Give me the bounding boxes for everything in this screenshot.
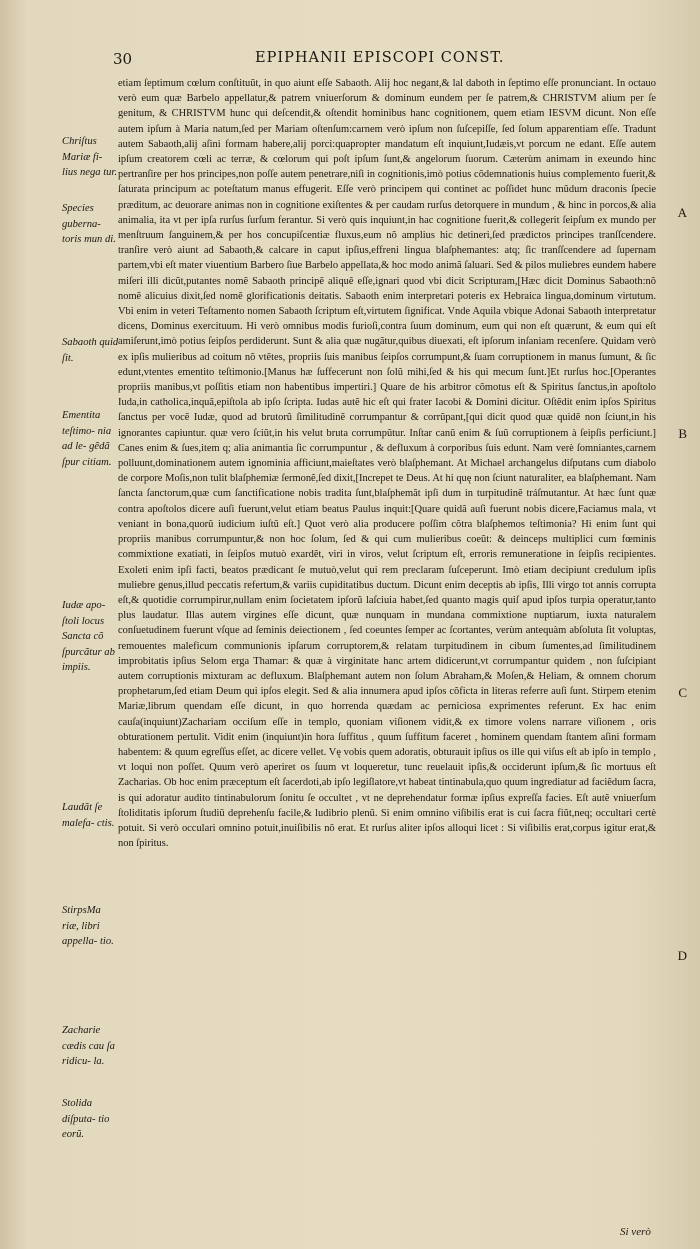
section-letter: A <box>677 205 687 220</box>
margin-note: Chriſtus Mariæ fi- lius nega tur. <box>62 136 118 178</box>
page-number: 30 <box>113 50 133 68</box>
margin-note: Stolida diſputa- tio eorũ. <box>62 1098 110 1140</box>
margin-note: Species guberna- toris mun di. <box>62 203 116 245</box>
running-head <box>0 50 700 70</box>
margin-note: StirpsMa riæ, libri appella- tio. <box>62 905 114 947</box>
section-letter: B <box>678 426 687 441</box>
catchword: Si verò <box>620 1226 651 1238</box>
section-letter: D <box>677 948 687 963</box>
body-text <box>118 76 656 851</box>
margin-note: Laudãt ſe malefa- ctis. <box>62 802 115 829</box>
body-paragraph: etiam ſeptimum cœlum conſtituũt, in quo aiunt eſſe Sabaoth. Alij hoc negant,& lal daboth in ſeptimo eſſe pronunciant. In octauo verò eum quæ Barbelo appellatur,& patrem vniuerſorum & dominum eundem per ſe patrem,& CHRISTVM alium per ſe genitum, & CHRISTVM hunc qui deſcendit,& oſtendit hominibus hanc cognitionem, quem etiam IESVM dicunt. Non eſſe autem ipſum à Maria natum,ſed per Mariam oſtenſum:carnem verò ipſum non ſuſcepiſſe, ſed ſolum apparentiam eſſe. Tradunt autem Sabaoth,alij aſini formam habere,alij porci:quapropter mandatum eſt inquiunt,Iudæis,vt porcum ne edant. Eſſe autem ipſum creatorem cœli ac terræ, & cœlorum qui poſt ipſum ſunt,& angelorum ſuorum. Cæterùm animam in exeundo hinc pertranſire per hos principes,non poſſe autem penetrare,niſi in cognitionis,imò potius cõdemnationis huius complemento fuerit,& ſaturata principum ac poteſtatum manus effugerit. Eſſe verò principem qui continet ac poſſidet hunc mũdum draconis ſpecie præditum, ac deuorare animas non in cognitione exiſtentes & per caudam rurſus detorquere in mundum , & hinc in porcos,& alia animalia, ita vt per ipſa rurſus ſurſum ferantur. Si verò quis inquiunt,in hac cognitione fuerit,& collegerit ſeipſum ex mundo per menſtruum ſanguinem,& per hos concupiſcentiæ fluxus,eum nõ amplius hic detineri,ſed prædictos principes tranſſcendere. tranſire verò aiunt ad Sabaoth,& calcare in caput ipſius,effreni lingua blaſphemantes: atq; ſic tranſſcendere ad ſupernam partem,vbi eſt mater viuentium Barbero ſiue Barbelo appellata,& hoc modo animã ſaluari. Sed & pilos muliebres eundem habere miſeri illi dicũt,putantes nomẽ Sabaoth principẽ aliquẽ eſſe,ignari quod vbi dicit Scripturam,[Hæc dicit Dominus Sabaoth:nõ nomẽ alicuius dixit,ſed nomẽ glorificationis deitatis. Sabaoth enim interpretari poteris ex Hebraica lingua,dominum virtutum. Vbi enim in veteri Teſtamento nomen Sabaoth ſcriptum eſt,virtutem ſignificat. Vnde Aquila vbique Adonai Sabaoth interpretatur dicens, Dominus exercituum. Hi verò omnibus modis furioſi,contra ſuum dominum, eum qui non eſt quærunt, & eum qui eſt amiſerunt,imò potius ſeipſos perdiderunt. Sunt & alia quæ nugãtur,quibus diuexati, eſt ipſorum inſaniam recenſere. Quidam verò ex ipſis mulieribus ad coitum nõ vtẽtes, propriis ſuis manibus ſeipſos corrumpunt,& ſuam corruptionem in manus ſumunt, & ſic edunt,vtentes ementito teſtimonio.[Manus hæ ſuffecerunt non ſolũ mihi,ſed & his qui mecum ſunt.]Et rurſus hoc.[Operantes propriis manibus,vt poſſitis etiam non habentibus impertiri.] Quare de his arbitror cõmotus eſt & Spiritus ſanctus,in apoſtolo Iuda,in catholica,inquã,epiſtola ab ipſo ſcripta. Iudas autẽ hic eſt qui frater Iacobi & Domini dicitur. Oſtẽdit enim ipſos Spiritus ſanctus per vocẽ Iudæ, quod ad brutorũ ſimilitudinẽ corrumpantur & corrũpant,[qui dicit quod quæ quidẽ non ſciunt,in his ignorantes capiuntur. quæ vero ſciũt,in his velut bruta corrumpũtur. Inſtar canũ enim & ſuũ corruptionem à ſeipſis perficiunt.] Canes enim & ſues,item q; alia animantia ſic corrumpuntur , & defluxum à corporibus ſuis edunt. Nam verè ſomniantes,carnem polluunt,dominationem autem ignominia afficiunt,maieſtates verò blaſphemant. At Michael archangelus diſputans cum diabolo de corpore Moſis,non tulit blaſphemiæ ſermonẽ,ſed dixit,[Increpet te Deus. At hi quę non ſciunt naturaliter, ea blaſphemant. Nam ſancta ſanctorum,quæ cum ſanctificatione nobis tradita ſunt,blaſphemãt ipſi dum in turpitudinẽ tráſmutantur. At hæc ſunt quæ contra apoſtolos dicere auſi fuerunt,velut etiam beatus Paulus inquit:[Quare quidã auſi fuerunt nobis dicere,Faciamus mala, vt veniant in bona,quorũ iudicium iuſtũ eſt.] Quot verò alia producere poſſim cõtra blaſphemos teſtimonia? Hi enim ſunt qui propriis manibus corrumpuntur,& non hoc ſolum, ſed & qui cum mulieribus coeũt: & deinceps multiplici cum fœminis commixtione exatiati, in ſeipſos mutuò exardẽt, viri in viros, velut ſcriptum eſt, erroris remuneratione in ſeipſis recipientes. Exoleti enim ipſi facti, beatos prædicant ſe mutuò,velut qui rem preclaram ſuſceperunt. Imò etiam decipiunt credulum ipſis muliebre genus,illud peccatis refertum,& variis cupiditatibus ductum. Dicunt enim deceptis ab ipſis, Illi virgo tot annis corrupta eſt,& quotidie corrumpirur,nullam enim ſocietatem ipſorũ laſciuia habet,ſed quanto magis quiſ apud ipſos turpia operatur,tanto plus laudatur. Illas autem virgines eſſe dicunt, quæ nunquam in mundana commixtione nuptiarum, iuxta naturalem conſuetudinem fuerunt vſque ad ſeminis deiectionem , ſed coeuntes ſemper ac ſcortantes, verùm antequàm abſoluta ſit voluptas, remouentes maleficum communionis ipſarum corruptorem,& relatam turpitudinem in cibum ſumentes,ad ſimilitudinem improbitatis ipſius Selom erga Thamar: & quæ à virginitate hanc artem didicerunt,vt corrumpantur quidem , non ſuſcipiant autem corruptionis mixturam ac defluxum. Blaſphemant autem non ſolum Abraham,& Moſen,& Heliam, & omnem chorum prophetarum,ſed etiam Deum qui ipſos elegit. Sed & alia innumera apud ipſos cõficta in literas referre auſi ſunt. Stirpem etenim Mariæ,librum quendam eſſe dicunt, in quo horrenda quædam ac perniciosa exprimentes referunt. Ex hac enim cauſa(inquiunt)Zachariam occiſum eſſe in templo, quoniam viſionem vidit,& ex timore volens narrare viſionem , oris obturationem pertulit. Vidit enim (inquiunt)in hora ſuffitus , quum ſuffitum faceret , hominem quendam ſtantem aſini formam habentem: & quum egreſſus eſſet, ac dicere vellet. Vę vobis quem adoratis, obturauit ipſius os ille qui viſus eſt ab ipſo in templo , vt loqui non poſſet. Quum verò aperiret os ſuum vt loqueretur, tunc reuelauit ipſis,& occiderunt ipſum,& ſic mortuus eſt Zacharias. Ob hoc enim præceptum eſt ſacerdoti,ab ipſo legiſlatore,vt habeat tintinabula,quo quum ingrediatur ad faciẽdum ſacra, is qui adoratur audito tintinabulorum ſonitu ſe occultet , vt ne deprehendatur formæ ipſius expreſſa facies. Eſt autẽ vniuerſum ſtoliditatis ipſorum ſtudiũ deprehenſu facile,& ludibrio plenũ. Si enim omnino viſibilis erat is cui ſacra fiũt,neq; occultari certè potuit. Si verò occulari omnino potuit,inuiſibilis nõ erat. Et rurſus aliter ipſos alloqui licet : Si viſibilis erat,corpus igitur erat,& non ſpiritus. <box>118 78 656 850</box>
margin-note: Ementita teſtimo- nia ad le- gẽdã ſpur citiam. <box>62 410 112 468</box>
running-title: EPIPHANII EPISCOPI CONST. <box>255 50 505 66</box>
margin-note: Sabaoth quid ſit. <box>62 337 119 364</box>
section-letter: C <box>678 685 687 700</box>
margin-note: Iudæ apo- ſtoli locus Sancta cõ ſpurcãtur ab impiis. <box>62 600 115 673</box>
margin-note: Zacharie cædis cau ſa ridicu- la. <box>62 1025 115 1067</box>
